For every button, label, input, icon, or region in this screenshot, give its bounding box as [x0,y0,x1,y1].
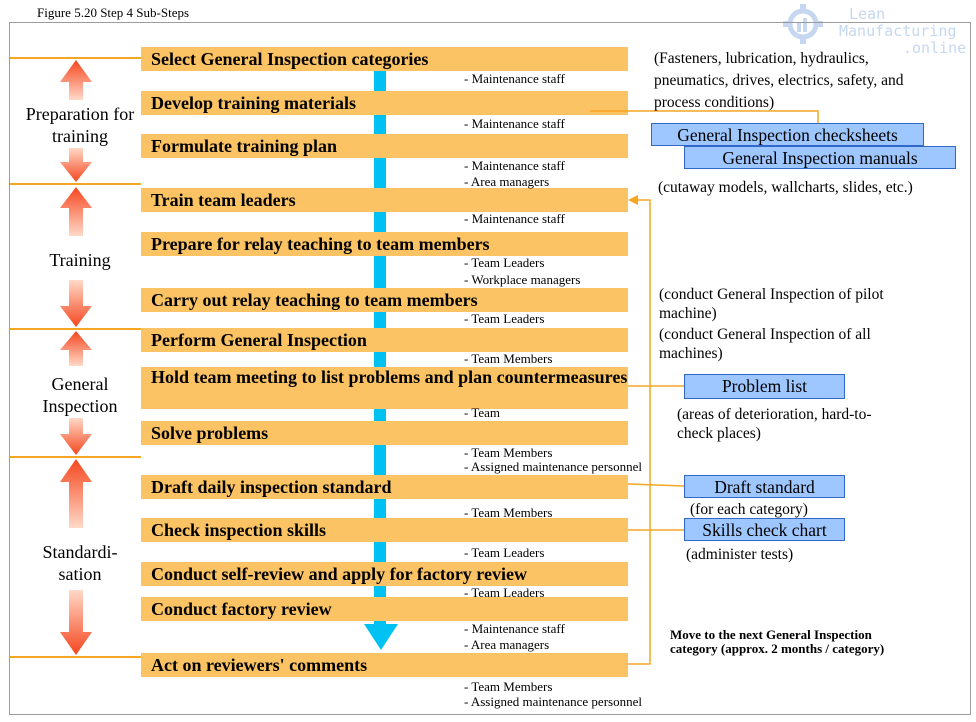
staff-label: - Assigned maintenance personnel [464,459,642,474]
phase-arrow-down [60,590,92,655]
step-carry-out-relay: Carry out relay teaching to team members [141,288,628,312]
note-pilot-line-1: (conduct General Inspection of pilot [659,286,884,303]
note-categories-line-3: process conditions) [654,94,775,111]
document-checksheets: General Inspection checksheets [651,123,924,146]
staff-label: - Team Members [464,445,553,460]
connector-line [590,111,818,123]
note-each-category: (for each category) [690,501,808,518]
phase-arrow-down [60,418,92,455]
note-pilot-line-2: machine) [659,305,717,322]
note-categories-line-2: pneumatics, drives, electrics, safety, and [654,72,904,89]
watermark-line-2: Manufacturing [839,22,957,40]
note-training-aids: (cutaway models, wallcharts, slides, etc.) [658,179,913,196]
watermark-line-1: Lean [849,5,886,23]
staff-label: - Maintenance staff [464,158,565,173]
staff-label: - Maintenance staff [464,621,565,636]
staff-label: - Team [464,405,501,420]
feedback-loop-line [628,200,650,664]
figure-caption: Figure 5.20 Step 4 Sub-Steps [37,5,190,20]
step-team-meeting: Hold team meeting to list problems and plan countermeasures [141,367,628,409]
phase-arrow-up [60,331,92,366]
note-all-machines-line-1: (conduct General Inspection of all [659,326,871,343]
step-check-skills: Check inspection skills [141,518,628,542]
note-next-category-line-2: category (approx. 2 months / category) [670,641,885,656]
step-formulate-plan: Formulate training plan [141,134,628,158]
staff-label: - Workplace managers [464,272,581,287]
staff-label: - Team Leaders [464,311,545,326]
document-skills-chart: Skills check chart [684,518,845,541]
watermark-line-3: .online [903,39,967,57]
staff-label: - Team Leaders [464,585,545,600]
phase-arrow-down [60,148,92,182]
staff-label: - Area managers [464,637,550,652]
document-draft-standard: Draft standard [684,475,845,498]
step-select-categories: Select General Inspection categories [141,47,628,71]
document-manuals: General Inspection manuals [684,146,956,169]
step-self-review: Conduct self-review and apply for factory review [141,562,628,586]
step-perform-inspection: Perform General Inspection [141,328,628,352]
staff-label: - Team Members [464,679,553,694]
staff-label: - Area managers [464,174,550,189]
note-problem-areas-line-2: check places) [677,425,761,442]
step-prepare-relay: Prepare for relay teaching to team members [141,232,628,256]
phase-arrow-up [60,459,92,528]
phase-arrow-up [60,187,92,236]
step-develop-materials: Develop training materials [141,91,628,115]
phase-arrow-down [60,280,92,327]
phase-label-training: Training [49,250,111,270]
step-train-leaders: Train team leaders [141,188,628,212]
staff-label: - Assigned maintenance personnel [464,694,642,709]
connector-line [628,484,684,486]
phase-label-general-inspection: General Inspection [42,374,118,416]
note-next-category-line-1: Move to the next General Inspection [670,627,872,642]
document-problem-list: Problem list [684,374,845,399]
phase-label-preparation: Preparation for training [25,104,135,146]
staff-label: - Maintenance staff [464,71,565,86]
note-all-machines-line-2: machines) [659,345,723,362]
feedback-arrow-head [628,195,638,205]
staff-label: - Team Leaders [464,255,545,270]
note-administer-tests: (administer tests) [686,546,794,563]
step-solve-problems: Solve problems [141,421,628,445]
step-factory-review: Conduct factory review [141,597,628,621]
step-act-on-comments: Act on reviewers' comments [141,653,628,677]
staff-label: - Maintenance staff [464,116,565,131]
staff-label: - Maintenance staff [464,211,565,226]
staff-label: - Team Members [464,351,553,366]
note-categories-line-1: (Fasteners, lubrication, hydraulics, [654,50,869,67]
staff-label: - Team Members [464,505,553,520]
staff-label: - Team Leaders [464,545,545,560]
step-draft-standard: Draft daily inspection standard [141,475,628,499]
note-problem-areas-line-1: (areas of deterioration, hard-to- [677,406,872,423]
phase-label-standardisation: Standardi-sation [42,542,118,584]
phase-arrow-up [60,60,92,100]
